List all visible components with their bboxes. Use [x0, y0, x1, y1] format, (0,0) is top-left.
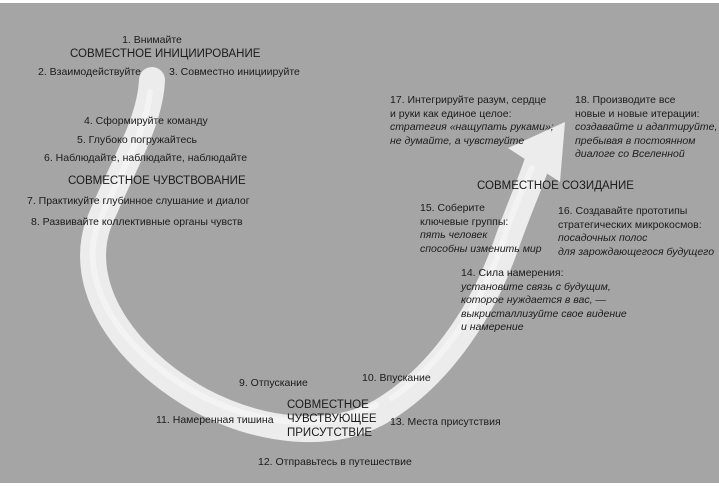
step-5-label: 5. Глубоко погружайтесь: [77, 134, 198, 146]
step-17-text-2: не думайте, а чувствуйте: [390, 134, 525, 147]
phase-co-presencing-line-1: СОВМЕСТНОЕ: [287, 399, 369, 411]
step-15-block: [420, 202, 542, 256]
step-1-label: 1. Внимайте: [122, 34, 182, 46]
step-16-text-1: посадочных полос: [558, 232, 648, 244]
step-3-label: 3. Совместно инициируйте: [169, 66, 300, 78]
step-14-text-4: и намерение: [461, 321, 524, 333]
phase-co-presencing-line-3: ПРИСУТСТВИЕ: [287, 427, 373, 439]
step-18-text-3: диалоге со Вселенной: [575, 148, 685, 160]
step-12-label: 12. Отправьтесь в путешествие: [258, 456, 412, 468]
phase-co-presencing: [287, 398, 377, 440]
step-14-block: [461, 267, 627, 335]
step-11-label: 11. Намеренная тишина: [156, 414, 274, 426]
step-2-label: 2. Взаимодействуйте: [38, 66, 141, 78]
step-14-text-3: выкристаллизуйте свое видение: [461, 307, 627, 320]
step-17-title-2: и руки как единое целое:: [390, 107, 512, 120]
step-10-label: 10. Впускание: [362, 372, 431, 384]
phase-co-presencing-line-2: ЧУВСТВУЮЩЕЕ: [287, 413, 377, 425]
step-18-block: [575, 94, 717, 162]
phase-co-creating: СОВМЕСТНОЕ СОЗИДАНИЕ: [477, 180, 634, 192]
step-14-title: 14. Сила намерения:: [461, 267, 564, 279]
step-7-label: 7. Практикуйте глубинное слушание и диалог: [27, 195, 250, 207]
step-18-text-2: пребывая в постоянном: [575, 134, 696, 147]
step-14-text-2: которое нуждается в вас, —: [461, 294, 606, 306]
step-13-label: 13. Места присутствия: [390, 416, 501, 428]
step-16-title-2: стратегических микрокосмов:: [558, 218, 702, 231]
step-6-label: 6. Наблюдайте, наблюдайте, наблюдайте: [44, 152, 248, 164]
step-17-block: [390, 94, 554, 148]
step-18-text-1: создавайте и адаптируйте,: [575, 121, 718, 133]
phase-co-initiating: СОВМЕСТНОЕ ИНИЦИИРОВАНИЕ: [70, 48, 261, 60]
step-17-title-1: 17. Интегрируйте разум, сердце: [390, 94, 547, 106]
step-8-label: 8. Развивайте коллективные органы чувств: [31, 216, 243, 228]
step-16-block: [558, 205, 714, 259]
step-18-title-1: 18. Производите все: [575, 94, 676, 106]
step-16-text-2: для зарождающегося будущего: [558, 245, 715, 258]
phase-co-sensing: СОВМЕСТНОЕ ЧУВСТВОВАНИЕ: [68, 175, 246, 187]
step-9-label: 9. Отпускание: [239, 377, 308, 389]
step-14-text-1: установите связь с будущим,: [461, 280, 611, 293]
step-18-title-2: новые и новые итерации:: [575, 107, 700, 120]
step-15-title-1: 15. Соберите: [420, 202, 485, 214]
step-17-text-1: стратегия «нащупать руками»;: [390, 121, 554, 133]
step-15-title-2: ключевые группы:: [420, 215, 509, 228]
step-15-text-1: пять человек: [420, 229, 488, 241]
step-16-title-1: 16. Создавайте прототипы: [558, 205, 688, 217]
step-4-label: 4. Сформируйте команду: [84, 115, 208, 127]
step-15-text-2: способны изменить мир: [420, 242, 542, 255]
